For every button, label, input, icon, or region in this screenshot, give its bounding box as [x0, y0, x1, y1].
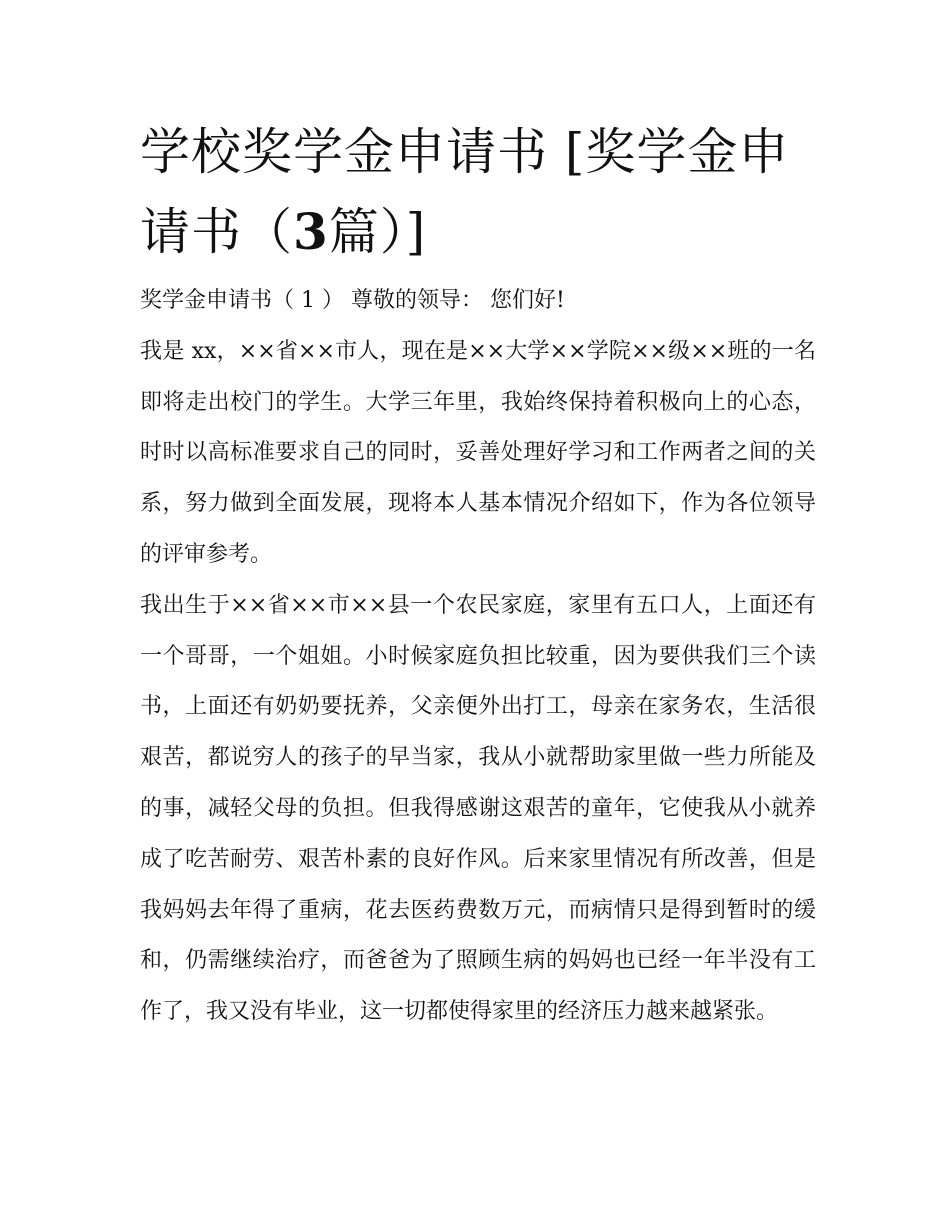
title-number: 3 — [293, 202, 329, 261]
paragraph-family-background: 我出生于××省××市××县一个农民家庭，家里有五口人，上面还有一个哥哥，一个姐姐。小时候家庭负担比较重，因为要供我们三个读书，上面还有奶奶要抚养，父亲便外出打工，母亲在家务农，生活很艰苦，都说穷人的孩子的早当家，我从小就帮助家里做一些力所能及的事，减轻父母的负担。但我得感谢这艰苦的童年，它使我从小就养成了吃苦耐劳、艰苦朴素的良好作风。后来家里情况有所改善，但是我妈妈去年得了重病，花去医药费数万元，而病情只是得到暂时的缓和，仍需继续治疗，而爸爸为了照顾生病的妈妈也已经一年半没有工作了，我又没有毕业，这一切都使得家里的经济压力越来越紧张。 — [140, 592, 816, 1025]
paragraph-introduction: 我是 xx，××省××市人，现在是××大学××学院××级××班的一名即将走出校门的学生。大学三年里，我始终保持着积极向上的心态，时时以高标准要求自己的同时，妥善处理好学习和工作两者之间的关系，努力做到全面发展，现将本人基本情况介绍如下，作为各位领导的评审参考。 — [140, 338, 816, 567]
document-title — [140, 112, 820, 272]
document-body — [140, 276, 816, 1038]
title-text-part2: 篇）] — [328, 203, 427, 261]
paragraph-salutation: 奖学金申请书（ 1 ） 尊敬的领导： 您们好! — [140, 288, 565, 313]
title-text-part1: 学校奖学金申请书 [奖学金申请书（ — [140, 123, 790, 261]
